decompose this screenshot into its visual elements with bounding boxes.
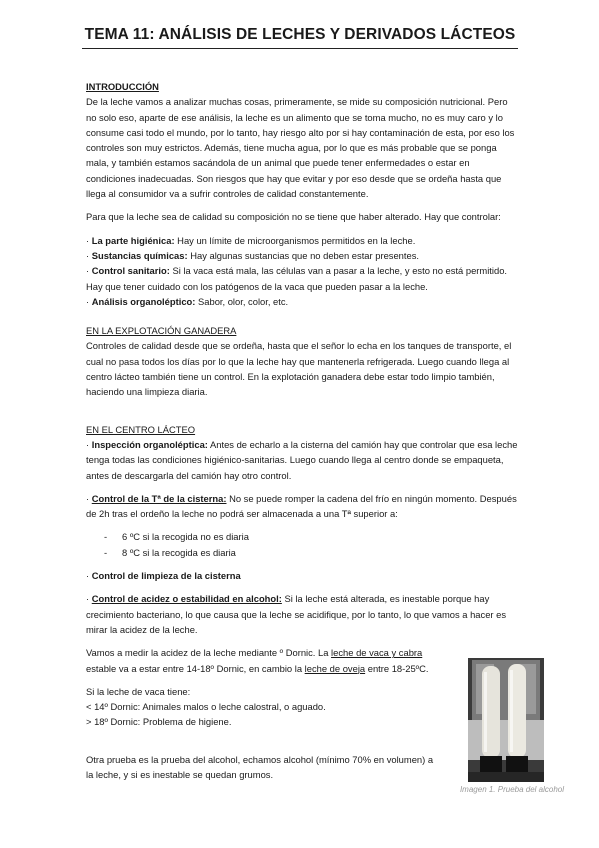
cleaning-paragraph: · Control de limpieza de la cisterna	[86, 570, 241, 582]
cow-milk-high: > 18º Dornic: Problema de higiene.	[86, 716, 232, 728]
figure-caption: Imagen 1. Prueba del alcohol	[459, 785, 565, 794]
list-item: - 6 ºC si la recogida no es diaria	[104, 529, 520, 544]
intro-paragraph-2: Para que la leche sea de calidad su composición no se tiene que haber alterado. Hay que controlar:	[86, 211, 501, 223]
dornic-paragraph: Vamos a medir la acidez de la leche mediante º Dornic. La leche de vaca y cabra estable va a estar entre 14-18º Dornic, en cambio la leche de oveja entre 18-25ºC.	[86, 647, 429, 674]
inspection-paragraph: · Inspección organoléptica: Antes de echarlo a la cisterna del camión hay que controlar que esa leche tenga todas las condiciones higiénico-sanitarias. Luego cuando llega al centro donde se empaqueta, antes de descargarla del camión hay otro control.	[86, 438, 518, 481]
cow-milk-intro: Si la leche de vaca tiene:	[86, 685, 191, 697]
acidity-paragraph: · Control de acidez o estabilidad en alcohol: Si la leche está alterada, es inestable porque hay crecimiento bacteriano, lo que causa que la leche se acidifique, por lo tanto, lo que vamos a hacer es mirar la acidez de la leche.	[86, 593, 507, 635]
temperature-paragraph: · Control de la Tª de la cisterna: No se puede romper la cadena del frío en ningún momento. Después de 2h tras el ordeño la leche no podrá ser almacenada a una Tª superior a:	[86, 492, 517, 520]
test-tubes-image	[468, 658, 544, 782]
document-body	[86, 79, 520, 782]
control-item: · Análisis organoléptico: Sabor, olor, color, etc.	[86, 295, 289, 307]
farm-paragraph: Controles de calidad desde que se ordeña, hasta que el señor lo echa en los tanques de transporte, el cual no pasa todos los días por lo que la leche hay que mantenerla refrigerada. Luego cuando llega al centro lácteo también tiene un control. En la explotación ganadera debe estar todo limpio también, haciendo una limpieza diaria.	[86, 340, 512, 398]
control-item: · Control sanitario: Si la vaca está mala, las células van a pasar a la leche, y esto no está permitido. Hay que tener cuidado con los patógenos de la vaca que pueden pasar a la leche.	[86, 265, 508, 292]
section-heading-intro: INTRODUCCIÓN	[86, 81, 159, 92]
temperature-list	[86, 529, 520, 560]
alcohol-test-photo	[468, 658, 544, 782]
page-title: TEMA 11: ANÁLISIS DE LECHES Y DERIVADOS LÁCTEOS	[84, 26, 516, 43]
control-item: · La parte higiénica: Hay un límite de microorganismos permitidos en la leche.	[86, 234, 416, 246]
intro-paragraph-1: De la leche vamos a analizar muchas cosas, primeramente, se mide su composición nutricional. Pero no solo eso, aparte de ese análisis, la leche es un alimento que se toma mucho, no es muy caro y lo consume casi todo el mundo, por lo tanto, hay riesgo alto por si hay contaminación de esta, por eso los controles son muy estrictos. Además, tiene mucha agua, por lo que es más probable que se ponga mala, y también estamos sacándola de un animal que puede tener enfermedades o estar en condiciones inadecuadas. Son riesgos que hay que evitar y por eso desde que se ordeña hasta que llega al consumidor va a sufrir controles de calidad constantemente.	[86, 96, 515, 200]
list-item: - 8 ºC si la recogida es diaria	[104, 545, 520, 560]
cow-milk-low: < 14º Dornic: Animales malos o leche calostral, o aguado.	[86, 701, 326, 713]
section-heading-farm: EN LA EXPLOTACIÓN GANADERA	[86, 325, 237, 337]
alcohol-test-paragraph: Otra prueba es la prueba del alcohol, echamos alcohol (mínimo 70% en volumen) a la leche, y si es inestable se quedan grumos.	[86, 753, 434, 780]
title-block	[82, 26, 518, 49]
control-item: · Sustancias químicas: Hay algunas sustancias que no deben estar presentes.	[86, 249, 420, 261]
section-heading-center: EN EL CENTRO LÁCTEO	[86, 423, 196, 435]
